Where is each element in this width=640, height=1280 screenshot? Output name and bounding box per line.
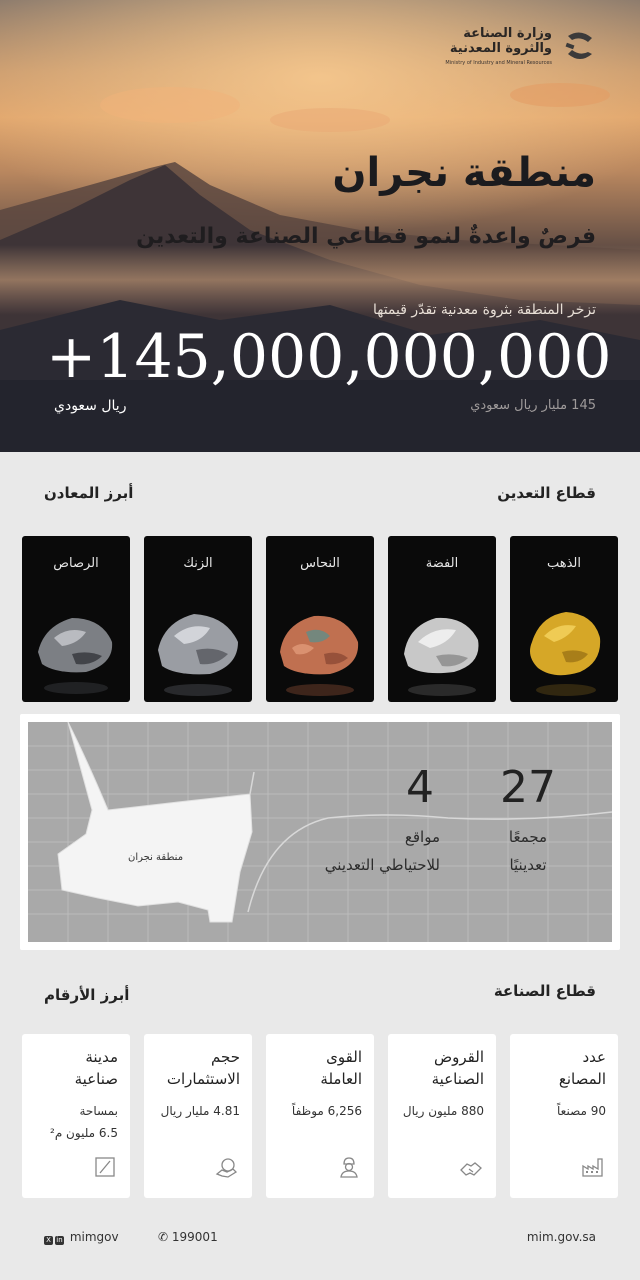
card-title-line1: القروض [434, 1048, 484, 1066]
social-handle[interactable] [44, 1230, 119, 1245]
ministry-logo-icon [560, 26, 600, 66]
card-title [75, 1046, 118, 1090]
mineral-card-copper [266, 536, 374, 702]
map-region-label: منطقة نجران [128, 852, 184, 863]
social-handle-text: mimgov [69, 1230, 119, 1244]
card-value: 880 مليون ريال [402, 1104, 484, 1118]
mineral-card-zinc [144, 536, 252, 702]
card-title [167, 1046, 240, 1090]
investment-icon [214, 1154, 240, 1180]
card-investments [144, 1034, 252, 1198]
hero-banner [0, 0, 640, 452]
card-industrial-city [22, 1034, 130, 1198]
phone-number[interactable] [158, 1230, 218, 1244]
card-title-line1: مدينة [85, 1048, 118, 1066]
card-title-line2: الصناعية [431, 1070, 484, 1088]
page-subtitle: فرصٌ واعدةٌ لنمو قطاعي الصناعة والتعدين [136, 224, 596, 249]
mineral-card-gold [510, 536, 618, 702]
footer [0, 1222, 640, 1252]
mineral-wealth-value: +145,000,000,000 [46, 322, 612, 392]
mineral-name: الرصاص [53, 556, 99, 571]
reserve-sites-label2: للاحتياطي التعديني [324, 856, 440, 874]
wealth-intro: تزخر المنطقة بثروة معدنية تقدّر قيمتها [372, 302, 596, 318]
silver-nugget-icon [388, 592, 496, 702]
ministry-name-line2: والثروة المعدنية [449, 41, 552, 56]
industry-sector-heading: قطاع الصناعة [493, 982, 596, 1000]
handshake-icon [458, 1154, 484, 1180]
lead-nugget-icon [22, 592, 130, 702]
key-numbers-heading: أبرز الأرقام [44, 986, 130, 1004]
minerals-heading: أبرز المعادن [44, 484, 134, 502]
linkedin-icon[interactable]: in [56, 1236, 63, 1244]
card-title [559, 1046, 606, 1090]
card-title-line2: المصانع [558, 1070, 606, 1088]
card-value: 4.81 مليار ريال [160, 1104, 240, 1118]
card-title-line2: العاملة [320, 1070, 362, 1088]
page-title: منطقة نجران [332, 150, 596, 196]
card-value: 6,256 موظفاً [291, 1104, 362, 1118]
worker-icon [336, 1154, 362, 1180]
mining-sector-heading: قطاع التعدين [497, 484, 596, 502]
mining-complexes-count: 27 [500, 762, 556, 813]
area-icon [92, 1154, 118, 1180]
mining-complexes-label1: مجمعًا [508, 828, 548, 846]
reserve-sites-label1: مواقع [404, 828, 440, 846]
billion-label: 145 مليار ريال سعودي [470, 398, 596, 413]
card-value-secondary: 6.5 مليون م² [50, 1126, 118, 1140]
currency-label: ريال سعودي [54, 398, 127, 414]
copper-nugget-icon [266, 592, 374, 702]
zinc-nugget-icon [144, 592, 252, 702]
card-title [320, 1046, 362, 1090]
card-title-line1: القوى [326, 1048, 362, 1066]
gold-nugget-icon [510, 592, 618, 702]
ministry-name-line1: وزارة الصناعة [463, 26, 552, 41]
card-value: 90 مصنعاً [557, 1104, 606, 1118]
ministry-name-ar [442, 26, 552, 56]
ministry-logo [440, 22, 600, 72]
card-title [432, 1046, 484, 1090]
reserve-sites-count: 4 [406, 762, 434, 813]
card-title-line1: عدد [582, 1048, 606, 1066]
mineral-name: الزنك [183, 556, 213, 571]
card-title-line1: حجم [211, 1048, 240, 1066]
mineral-name: الفضة [425, 556, 459, 571]
card-workforce [266, 1034, 374, 1198]
phone-text: 199001 [171, 1230, 218, 1244]
factory-icon [580, 1154, 606, 1180]
card-factories [510, 1034, 618, 1198]
website-link[interactable]: mim.gov.sa [526, 1230, 596, 1244]
mining-complexes-label2: تعدينيًا [509, 856, 547, 874]
mineral-name: النحاس [300, 556, 340, 571]
card-value: بمساحة [79, 1104, 118, 1118]
mineral-card-silver [388, 536, 496, 702]
card-industrial-loans [388, 1034, 496, 1198]
card-title-line2: الاستثمارات [166, 1070, 240, 1088]
mineral-name: الذهب [546, 556, 582, 571]
phone-icon: ✆ [158, 1230, 169, 1244]
ministry-name-en: Ministry of Industry and Mineral Resources [445, 60, 552, 66]
card-title-line2: صناعية [74, 1070, 118, 1088]
x-icon[interactable]: X [44, 1236, 53, 1245]
mineral-card-lead [22, 536, 130, 702]
